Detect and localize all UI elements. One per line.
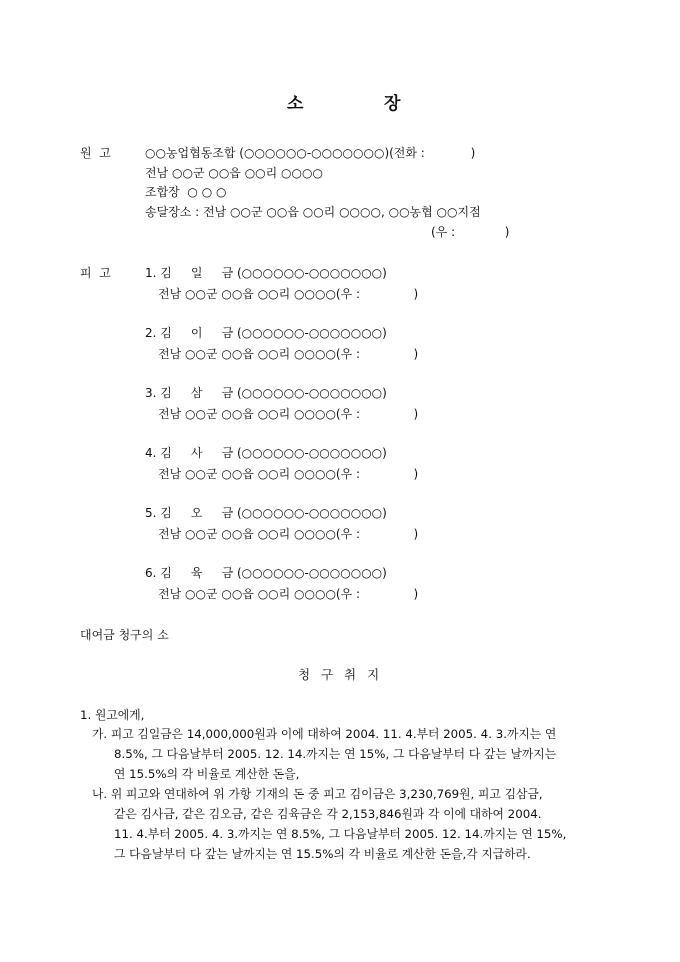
claim-na-line: 11. 4.부터 2005. 4. 3.까지는 연 8.5%, 그 다음날부터 2005. 12. 14.까지는 연 15%, <box>114 827 567 841</box>
plaintiff-address-line: 전남 ○○군 ○○읍 ○○리 ○○○○ <box>145 166 323 180</box>
defendant-address-line: 전남 ○○군 ○○읍 ○○리 ○○○○(우 : ) <box>158 407 419 421</box>
defendant-address-line: 전남 ○○군 ○○읍 ○○리 ○○○○(우 : ) <box>158 347 419 361</box>
plaintiff-service-address-line: 송달장소 : 전남 ○○군 ○○읍 ○○리 ○○○○, ○○농협 ○○지점 <box>145 205 481 219</box>
claim-ga-line: 가. 피고 김일금은 14,000,000원과 이에 대하여 2004. 11. 4.부터 2005. 4. 3.까지는 연 <box>92 727 557 741</box>
section-title: 청 구 취 지 <box>298 667 381 682</box>
title-char-left: 소 <box>287 94 304 114</box>
defendant-name-line: 6. 김 육 금 (○○○○○○-○○○○○○○) <box>145 566 387 580</box>
defendant-address-line: 전남 ○○군 ○○읍 ○○리 ○○○○(우 : ) <box>158 587 419 601</box>
plaintiff-postal-line: (우 : ) <box>431 225 510 239</box>
defendant-address-line: 전남 ○○군 ○○읍 ○○리 ○○○○(우 : ) <box>158 287 419 301</box>
claim-ga-line: 8.5%, 그 다음날부터 2005. 12. 14.까지는 연 15%, 그 다음날부터 다 갚는 날까지는 <box>114 747 557 761</box>
plaintiff-representative-line: 조합장 ○ ○ ○ <box>145 185 227 199</box>
plaintiff-label: 원 고 <box>80 146 111 160</box>
defendant-name-line: 5. 김 오 금 (○○○○○○-○○○○○○○) <box>145 506 387 520</box>
case-title: 대여금 청구의 소 <box>80 628 169 642</box>
claim-na-line: 같은 김사금, 같은 김오금, 같은 김육금은 각 2,153,846원과 각 이에 대하여 2004. <box>114 807 542 821</box>
defendant-address-line: 전남 ○○군 ○○읍 ○○리 ○○○○(우 : ) <box>158 527 419 541</box>
defendant-name-line: 3. 김 삼 금 (○○○○○○-○○○○○○○) <box>145 386 387 400</box>
claim-ga-line: 연 15.5%의 각 비율로 계산한 돈을, <box>114 767 300 781</box>
defendant-address-line: 전남 ○○군 ○○읍 ○○리 ○○○○(우 : ) <box>158 467 419 481</box>
plaintiff-name-line: ○○농업협동조합 (○○○○○○-○○○○○○○)(전화 : ) <box>145 146 476 160</box>
title-char-right: 장 <box>384 94 401 114</box>
claim-na-line: 그 다음날부터 다 갚는 날까지는 연 15.5%의 각 비율로 계산한 돈을,각 지급하라. <box>114 847 531 861</box>
defendant-name-line: 4. 김 사 금 (○○○○○○-○○○○○○○) <box>145 446 387 460</box>
claim-na-line: 나. 위 피고와 연대하여 위 가항 기재의 돈 중 피고 김이금은 3,230,769원, 피고 김삼금, <box>92 787 543 801</box>
defendant-name-line: 1. 김 일 금 (○○○○○○-○○○○○○○) <box>145 266 387 280</box>
defendant-name-line: 2. 김 이 금 (○○○○○○-○○○○○○○) <box>145 326 387 340</box>
claim-item: 1. 원고에게, <box>80 708 145 722</box>
defendant-label: 피 고 <box>80 266 111 280</box>
